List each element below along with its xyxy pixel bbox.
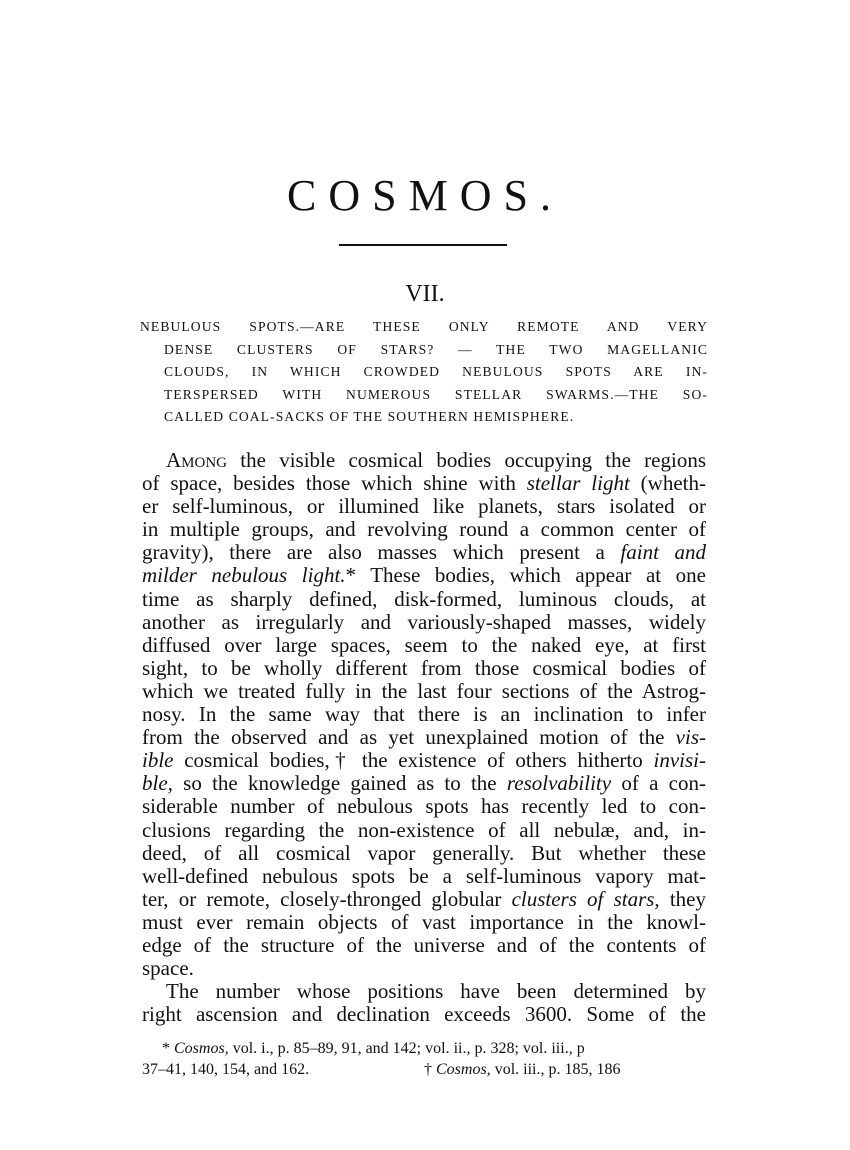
text-line	[142, 772, 706, 795]
text-segment: from the observed and as yet unexplained motion of the	[142, 725, 676, 750]
page-title: COSMOS.	[287, 171, 563, 220]
footnote-line	[142, 1038, 706, 1059]
text-line	[142, 541, 706, 564]
footnote-second	[424, 1059, 620, 1080]
synopsis-line: NEBULOUS SPOTS.—ARE THESE ONLY REMOTE AND VERY	[140, 319, 708, 334]
italic-text: stellar light	[526, 471, 630, 496]
italic-text: milder nebulous light.	[142, 563, 346, 588]
text-line	[142, 449, 706, 472]
text-line: time as sharply defined, disk-formed, luminous clouds, at	[142, 586, 706, 611]
footnote-marker: †	[424, 1061, 436, 1078]
text-line	[142, 749, 706, 772]
text-segment: the visible cosmical bodies occupying the regions	[227, 448, 706, 472]
text-segment: of a con-	[611, 771, 706, 796]
text-line: The number whose positions have been determined by	[166, 979, 706, 1004]
footnote-marker: *	[162, 1040, 174, 1057]
synopsis-line: DENSE CLUSTERS OF STARS? — THE TWO MAGELLANIC	[164, 341, 708, 357]
text-segment: vol. i., p. 85–89, 91, and 142; vol. ii., p. 328; vol. iii., p	[228, 1040, 585, 1057]
title-rule	[339, 244, 507, 246]
text-line: deed, of all cosmical vapor generally. But whether these	[142, 840, 706, 865]
italic-text: Cosmos,	[174, 1040, 229, 1057]
text-line	[142, 888, 706, 911]
italic-text: vis-	[675, 725, 706, 750]
text-segment: cosmical bodies,† the existence of others hitherto	[173, 748, 654, 773]
synopsis-line: TERSPERSED WITH NUMEROUS STELLAR SWARMS.—THE SO-	[164, 386, 708, 402]
text-segment: 37–41, 140, 154, and 162.	[142, 1061, 310, 1078]
text-line: siderable number of nebulous spots has recently led to con-	[142, 794, 706, 819]
italic-text: Cosmos,	[436, 1061, 491, 1078]
text-segment: gravity), there are also masses which present a	[142, 540, 621, 565]
synopsis-line: CLOUDS, IN WHICH CROWDED NEBULOUS SPOTS ARE IN-	[164, 364, 708, 380]
text-line: right ascension and declination exceeds 3600. Some of the	[142, 1002, 706, 1027]
text-line	[142, 472, 706, 495]
text-segment: ter, or remote, closely-thronged globular	[142, 886, 512, 911]
text-line: in multiple groups, and revolving round a common center of	[142, 517, 706, 542]
text-segment: These bodies, which appear at one	[356, 563, 706, 588]
text-line: er self-luminous, or illumined like planets, stars isolated or	[142, 494, 706, 519]
text-line: another as irregularly and variously-shaped masses, widely	[142, 609, 706, 634]
text-line: sight, to be wholly different from those cosmical bodies of	[142, 655, 706, 680]
italic-text: invisi-	[653, 748, 706, 773]
italic-text: ible	[142, 748, 174, 773]
text-line	[142, 726, 706, 749]
text-line	[142, 564, 706, 587]
text-line: space.	[142, 956, 194, 981]
text-segment: (wheth-	[629, 471, 706, 496]
opening-word: Among	[166, 448, 228, 472]
footnote-line	[142, 1059, 706, 1080]
chapter-number: VII.	[405, 281, 445, 307]
chapter-synopsis	[140, 316, 708, 429]
text-line: diffused over large spaces, seem to the naked eye, at first	[142, 632, 706, 657]
text-segment: vol. iii., p. 185, 186	[490, 1061, 621, 1078]
italic-text: resolvability	[506, 771, 612, 796]
italic-text: faint and	[620, 540, 706, 565]
text-line: clusions regarding the non-existence of all nebulæ, and, in-	[142, 817, 706, 842]
text-line: edge of the structure of the universe and of the contents of	[142, 932, 706, 957]
text-segment: of space, besides those which shine with	[142, 471, 527, 496]
footnote-marker: *	[345, 563, 357, 588]
italic-text: ble,	[142, 771, 173, 796]
text-line: nosy. In the same way that there is an inclination to infer	[142, 702, 706, 727]
text-segment: so the knowledge gained as to the	[172, 771, 507, 796]
text-line: which we treated fully in the last four sections of the Astrog-	[142, 678, 706, 703]
synopsis-line: CALLED COAL-SACKS OF THE SOUTHERN HEMISPHERE.	[164, 409, 575, 425]
italic-text: clusters of stars,	[511, 886, 660, 911]
text-line: must ever remain objects of vast importance in the knowl-	[142, 909, 706, 934]
text-line: well-defined nebulous spots be a self-luminous vapory mat-	[142, 863, 706, 888]
footnotes	[142, 1038, 706, 1080]
body-text	[142, 449, 706, 1026]
text-segment: they	[659, 886, 706, 911]
